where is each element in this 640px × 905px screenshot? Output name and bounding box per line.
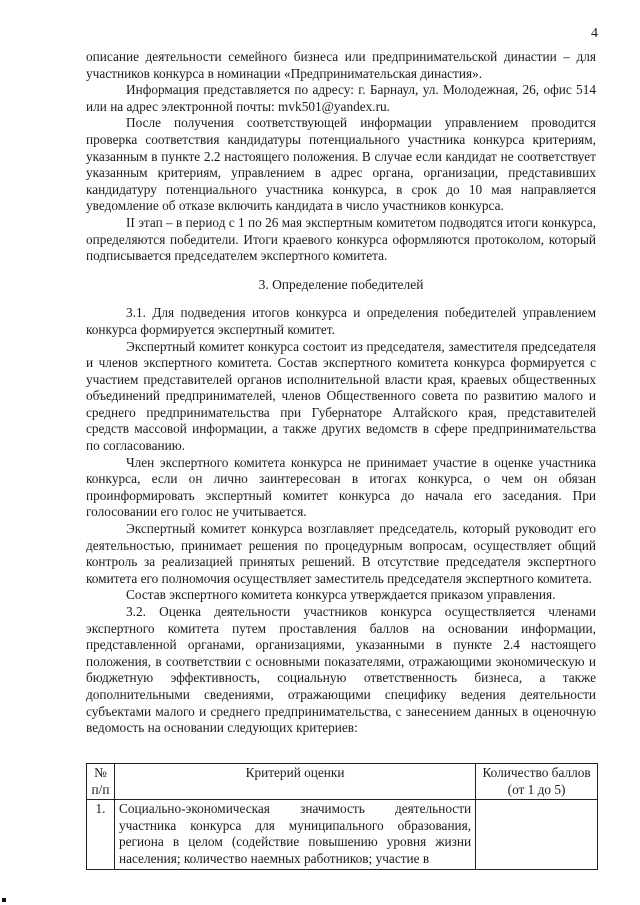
row-number: 1. [87,800,115,869]
row-criterion: Социально-экономическая значимость деятельности участника конкурса для муниципального образования, региона в целом (содействие повышению уровня жизни населения; количество наемных работников; участие в [114,800,475,869]
header-number: № п/п [87,764,115,800]
paragraph: Экспертный комитет конкурса состоит из председателя, заместителя председателя и членов экспертного комитета. Состав экспертного комитета конкурса формируется с участием представителей органов исполнительной власти края, краевых общественных объединений предпринимателей, членов Общественного совета по развитию малого и среднего предпринимательства при Губернаторе Алтайского края, представителей средств массовой информации, а также других ведомств в сфере предпринимательства по согласованию. [86,338,596,454]
section-title: 3. Определение победителей [258,276,424,292]
header-score: Количество баллов (от 1 до 5) [476,764,598,800]
paragraph: Состав экспертного комитета конкурса утверждается приказом управления. [126,587,556,603]
paragraph: описание деятельности семейного бизнеса или предпринимательской династии – для участников конкурса в номинации «Предпринимательская династия». [86,49,596,81]
paragraph: 3.2. Оценка деятельности участников конкурса осуществляется членами экспертного комитета путем проставления баллов на основании информации, представленной органами, организациями, указанными в пункте 2.4 настоящего положения, в соответствии с основными показателями, отражающими экономическую и бюджетную эффективность, социальную ответственность бизнеса, а также дополнительными сведениями, отражающими специфику ведения деятельности субъектами малого и среднего предпринимательства, с занесением данных в оценочную ведомость на основании следующих критериев: [86,604,596,736]
document-body [86,49,596,737]
table-header-row [87,764,598,800]
paragraph: Информация представляется по адресу: г. Барнаул, ул. Молодежная, 26, офис 514 или на адрес электронной почты: mvk501@yandex.ru. [86,82,596,114]
paragraph: Член экспертного комитета конкурса не принимает участие в оценке участника конкурса, если он лично заинтересован в итогах конкурса, о чем он обязан проинформировать экспертный комитет конкурса до начала его заседания. При голосовании его голос не учитывается. [86,454,596,520]
paragraph: После получения соответствующей информации управлением проводится проверка соответствия кандидатуры потенциального участника конкурса критериям, указанным в пункте 2.2 настоящего положения. В случае если кандидат не соответствует указанным критериям, управлением в адрес органа, организации, представивших кандидатуру потенциального участника конкурса, в срок до 10 мая направляется уведомление об отказе включить кандидата в число участников конкурса. [86,115,596,214]
paragraph: II этап – в период с 1 по 26 мая экспертным комитетом подводятся итоги конкурса, определяются победители. Итоги краевого конкурса оформляются протоколом, который подписывается председателем экспертного комитета. [86,214,596,264]
paragraphs-top [86,49,596,265]
scan-mark [2,898,6,902]
page-number: 4 [591,26,598,41]
header-criterion: Критерий оценки [114,764,475,800]
criteria-table [86,763,598,870]
row-score [476,800,598,869]
table-row [87,800,598,869]
paragraph: 3.1. Для подведения итогов конкурса и определения победителей управлением конкурса формируется экспертный комитет. [86,305,596,337]
paragraphs-section [86,305,596,736]
paragraph: Экспертный комитет конкурса возглавляет председатель, который руководит его деятельностью, принимает решения по процедурным вопросам, осуществляет общий контроль за реализацией принятых решений. В отсутствие председателя экспертного комитета его полномочия осуществляет заместитель председателя экспертного комитета. [86,521,596,586]
